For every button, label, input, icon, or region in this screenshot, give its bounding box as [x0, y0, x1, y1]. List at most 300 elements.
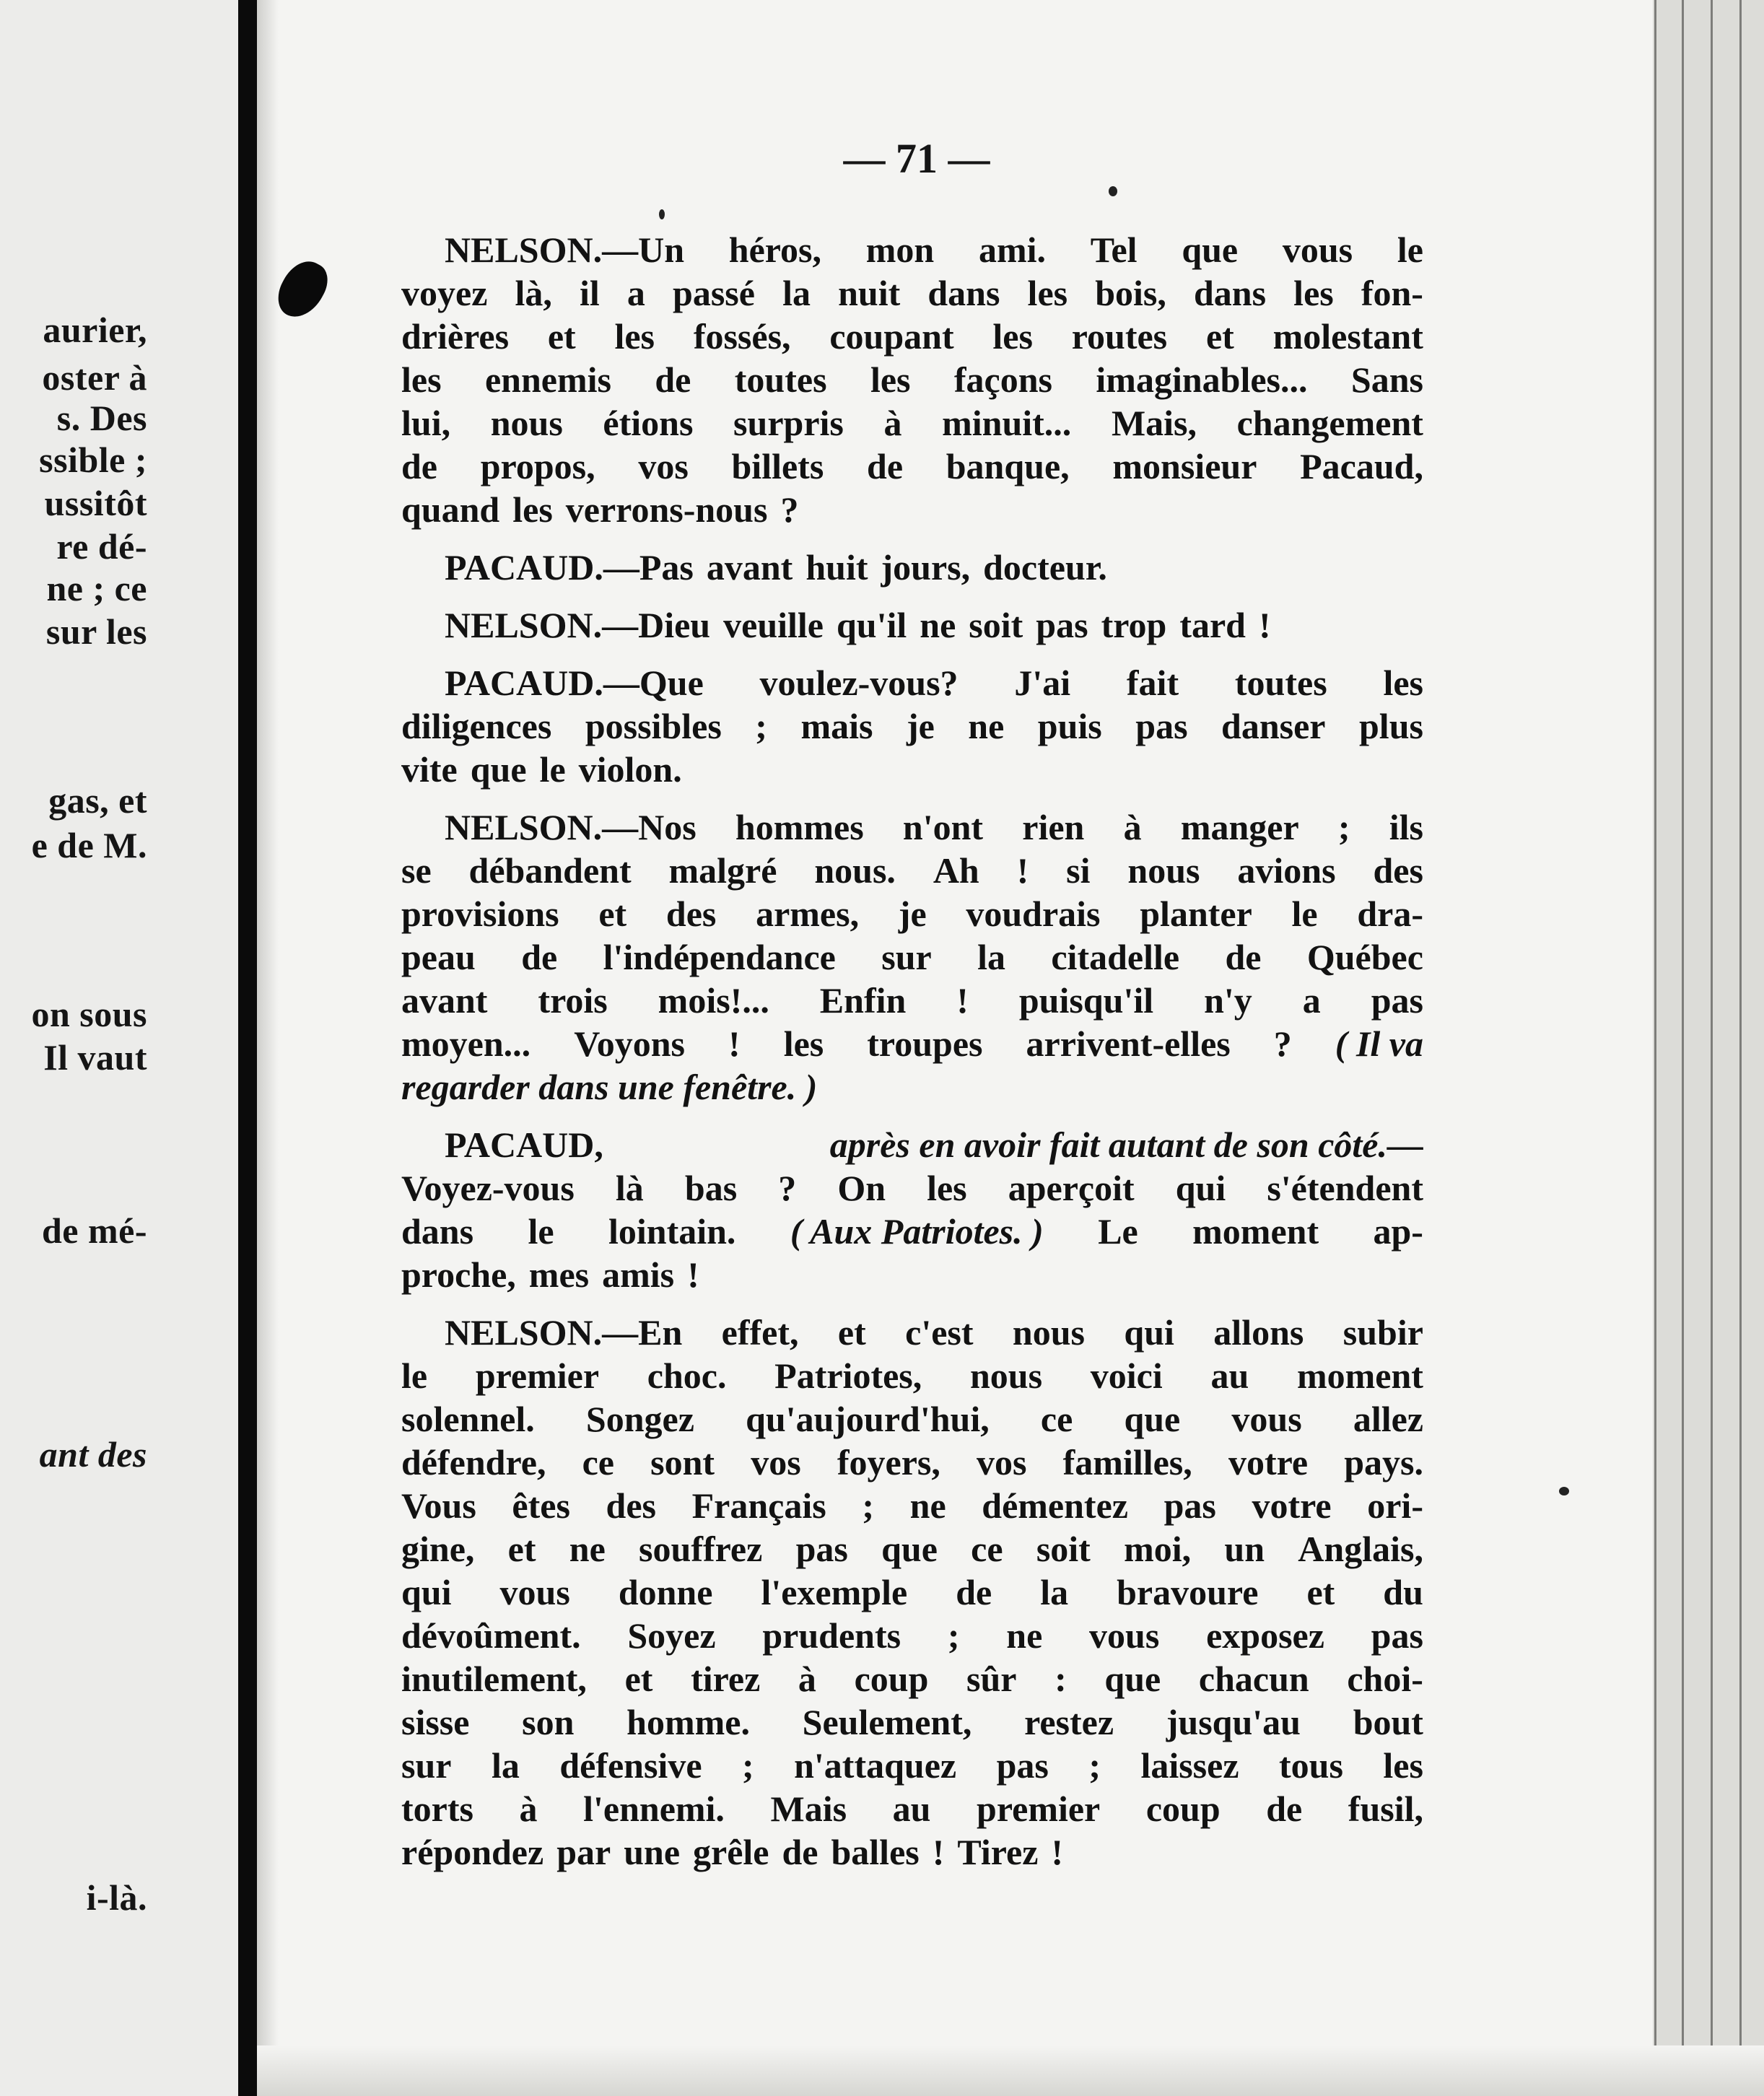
dialogue-paragraph: [401, 228, 1423, 531]
word: malgré: [668, 850, 777, 891]
page-edge-line: [1654, 0, 1656, 2096]
word: pas: [1163, 1485, 1216, 1526]
word: par: [556, 1832, 611, 1872]
word: les: [1383, 1745, 1423, 1786]
word: sur: [881, 937, 932, 977]
word: les: [1027, 273, 1068, 313]
word: PACAUD.—Pas: [445, 547, 694, 588]
word: diligences: [401, 706, 552, 746]
word: ?: [778, 1168, 797, 1208]
dialogue-paragraph: [401, 1123, 1423, 1296]
word: fossés,: [693, 316, 791, 357]
word: regarder dans une fenêtre. ): [401, 1067, 818, 1107]
word: êtes: [512, 1485, 570, 1526]
word: premier: [977, 1789, 1101, 1829]
word: chacun: [1198, 1659, 1309, 1699]
word: possibles: [585, 706, 722, 746]
word: démentez: [982, 1485, 1128, 1526]
text-line: [401, 892, 1423, 935]
word: violon.: [578, 749, 682, 790]
gutter-shadow: [257, 0, 279, 2096]
word: vous: [1282, 230, 1353, 270]
text-line: [401, 488, 1423, 531]
word: ( Aux Patriotes. ): [790, 1211, 1044, 1252]
word: sûr: [966, 1659, 1017, 1699]
word: à: [519, 1789, 538, 1829]
word: toutes: [1234, 663, 1327, 703]
word: amis: [602, 1254, 675, 1295]
word: huit: [805, 547, 868, 588]
word: répondez: [401, 1832, 544, 1872]
word: avions: [1237, 850, 1336, 891]
word: Tirez: [957, 1832, 1039, 1872]
word: !: [1051, 1832, 1064, 1872]
word: trop: [1101, 605, 1167, 645]
word: minuit...: [942, 403, 1072, 443]
word: bois,: [1095, 273, 1166, 313]
word: Mais: [770, 1789, 847, 1829]
text-line: [401, 445, 1423, 488]
word: ami.: [978, 230, 1046, 270]
word: le: [539, 749, 566, 790]
word: qui: [401, 1572, 452, 1612]
word: bas: [684, 1168, 738, 1208]
word: et: [1205, 316, 1234, 357]
word: proche,: [401, 1254, 516, 1295]
word: lointain.: [608, 1211, 736, 1252]
text-line: [401, 748, 1423, 791]
word: On: [837, 1168, 886, 1208]
word: a: [626, 273, 645, 313]
word: le: [1291, 894, 1318, 934]
previous-page-line: aurier,: [43, 310, 147, 350]
word: Anglais,: [1298, 1529, 1423, 1569]
word: gine,: [401, 1529, 475, 1569]
word: routes: [1071, 316, 1168, 357]
word: Seulement,: [802, 1702, 972, 1742]
word: balles: [831, 1832, 920, 1872]
word: vos: [638, 446, 689, 486]
word: fon-: [1361, 273, 1423, 313]
text-line: [401, 805, 1423, 849]
word: puis: [1037, 706, 1102, 746]
word: jusqu'au: [1166, 1702, 1301, 1742]
word: homme.: [626, 1702, 750, 1742]
word: familles,: [1062, 1442, 1192, 1483]
text-line: [401, 849, 1423, 892]
word: Songez: [585, 1399, 694, 1439]
word: Le: [1098, 1211, 1138, 1252]
word: ne: [920, 605, 956, 645]
word: les: [783, 1023, 824, 1064]
word: les: [927, 1168, 967, 1208]
word: J'ai: [1014, 663, 1071, 703]
word: nous: [490, 403, 563, 443]
word: de: [782, 1832, 818, 1872]
word: toutes: [734, 359, 827, 400]
word: drières: [401, 316, 510, 357]
word: votre: [1228, 1442, 1309, 1483]
word: restez: [1024, 1702, 1114, 1742]
word: et: [837, 1312, 866, 1353]
ink-speck: [659, 209, 665, 219]
word: NELSON.—En: [445, 1312, 683, 1353]
word: tous: [1279, 1745, 1343, 1786]
text-line: [401, 1253, 1423, 1296]
word: sont: [650, 1442, 715, 1483]
word: :: [1055, 1659, 1067, 1699]
word: pas: [996, 1745, 1049, 1786]
word: rien: [1022, 807, 1085, 847]
word: la: [782, 273, 811, 313]
word: surpris: [733, 403, 844, 443]
word: au: [1210, 1355, 1249, 1396]
page-bottom-shadow: [257, 2045, 1764, 2096]
previous-page-line: ussitôt: [44, 483, 147, 523]
word: soit: [1036, 1529, 1091, 1569]
word: n'ont: [902, 807, 984, 847]
word: pas: [1371, 1615, 1423, 1656]
word: donne: [618, 1572, 713, 1612]
word: ;: [1088, 1745, 1101, 1786]
ink-speck: [1559, 1487, 1569, 1495]
word: moyen...: [401, 1023, 531, 1064]
word: ap-: [1373, 1211, 1423, 1252]
word: allons: [1213, 1312, 1304, 1353]
word: passé: [673, 273, 755, 313]
word: ( Il va: [1335, 1023, 1423, 1064]
text-line: [401, 1166, 1423, 1210]
word: du: [1383, 1572, 1423, 1612]
text-line: [401, 603, 1423, 647]
word: une: [624, 1832, 681, 1872]
word: dévoûment.: [401, 1615, 581, 1656]
word: dans: [927, 273, 1000, 313]
word: et: [547, 316, 576, 357]
word: hommes: [735, 807, 864, 847]
word: ;: [862, 1485, 875, 1526]
word: il: [580, 273, 600, 313]
word: torts: [401, 1789, 473, 1829]
word: n'y: [1204, 980, 1252, 1021]
word: la: [1040, 1572, 1069, 1612]
book-gutter: [238, 0, 257, 2096]
word: subir: [1342, 1312, 1423, 1353]
word: pas: [1371, 980, 1423, 1021]
word: le: [1397, 230, 1423, 270]
word: ne: [1006, 1615, 1043, 1656]
word: nuit: [838, 273, 901, 313]
word: les: [1383, 663, 1423, 703]
page-edge-line: [1739, 0, 1742, 2096]
word: après en avoir fait autant de son côté.—: [829, 1125, 1423, 1165]
previous-page-line: re dé-: [56, 526, 147, 567]
word: molestant: [1272, 316, 1423, 357]
word: le: [401, 1355, 428, 1396]
word: étions: [603, 403, 694, 443]
word: pas: [1036, 605, 1088, 645]
text-line: [401, 401, 1423, 445]
word: grêle: [693, 1832, 769, 1872]
word: solennel.: [401, 1399, 535, 1439]
word: l'ennemi.: [583, 1789, 725, 1829]
word: que: [1124, 1399, 1181, 1439]
text-line: [401, 1484, 1423, 1527]
text-line: [401, 979, 1423, 1022]
text-line: [401, 1614, 1423, 1657]
word: peau: [401, 937, 476, 977]
word: les: [401, 359, 442, 400]
word: les: [614, 316, 655, 357]
ink-blot-mark: [270, 253, 335, 326]
text-line: [401, 1830, 1423, 1874]
word: des: [606, 1485, 657, 1526]
word: trois: [538, 980, 608, 1021]
word: quand: [401, 489, 500, 530]
word: débandent: [468, 850, 632, 891]
previous-page-line: on sous: [31, 994, 147, 1034]
word: !: [687, 1254, 699, 1295]
paragraph-gap: [401, 531, 1423, 546]
text-line: [401, 661, 1423, 704]
word: de: [521, 937, 558, 977]
word: et: [624, 1659, 653, 1699]
previous-page-line: e de M.: [31, 825, 147, 865]
word: c'est: [905, 1312, 974, 1353]
word: coup: [1145, 1789, 1221, 1829]
page-edge-stack: [1653, 0, 1764, 2096]
text-line: [401, 1700, 1423, 1744]
previous-page-line: ant des: [39, 1434, 147, 1475]
word: ne: [909, 1485, 946, 1526]
word: votre: [1252, 1485, 1332, 1526]
text-line: [401, 704, 1423, 748]
paragraph-gap: [401, 589, 1423, 603]
text-line: [401, 1657, 1423, 1700]
word: billets: [731, 446, 824, 486]
word: laissez: [1140, 1745, 1239, 1786]
word: vos: [977, 1442, 1027, 1483]
previous-page-line: ne ; ce: [46, 568, 147, 608]
text-line: [401, 228, 1423, 271]
word: fusil,: [1348, 1789, 1423, 1829]
word: ne: [968, 706, 1005, 746]
word: si: [1066, 850, 1091, 891]
word: de: [956, 1572, 992, 1612]
word: mes: [528, 1254, 590, 1295]
page-edge-line: [1711, 0, 1713, 2096]
word: banque,: [946, 446, 1070, 486]
previous-page-line: gas, et: [48, 780, 147, 821]
word: imaginables...: [1096, 359, 1308, 400]
word: sisse: [401, 1702, 470, 1742]
word: !: [1016, 850, 1029, 891]
word: que: [1104, 1659, 1161, 1699]
word: les: [992, 316, 1033, 357]
word: ;: [947, 1615, 960, 1656]
word: provisions: [401, 894, 559, 934]
word: ori-: [1367, 1485, 1423, 1526]
word: monsieur: [1112, 446, 1257, 486]
word: propos,: [480, 446, 595, 486]
word: qui: [1124, 1312, 1174, 1353]
text-line: [401, 1441, 1423, 1484]
word: fait: [1126, 663, 1179, 703]
previous-page-line: de mé-: [42, 1210, 147, 1251]
word: Français: [691, 1485, 826, 1526]
word: Voyons: [574, 1023, 685, 1064]
word: et: [1306, 1572, 1335, 1612]
word: puisqu'il: [1018, 980, 1154, 1021]
word: dra-: [1357, 894, 1423, 934]
word: ;: [741, 1745, 754, 1786]
word: moi,: [1124, 1529, 1192, 1569]
word: armes,: [756, 894, 860, 934]
word: vous: [499, 1572, 570, 1612]
word: planter: [1140, 894, 1252, 934]
word: choi-: [1347, 1659, 1423, 1699]
word: à: [1123, 807, 1142, 847]
text-line: [401, 315, 1423, 358]
word: Québec: [1306, 937, 1423, 977]
word: ennemis: [484, 359, 611, 400]
dialogue-paragraph: [401, 805, 1423, 1109]
word: arrivent-elles: [1026, 1023, 1231, 1064]
text-line: [401, 1210, 1423, 1253]
word: voulez-vous?: [759, 663, 959, 703]
word: inutilement,: [401, 1659, 587, 1699]
word: coupant: [829, 316, 954, 357]
word: ;: [755, 706, 767, 746]
page-edge-line: [1682, 0, 1684, 2096]
main-text-column: [401, 228, 1423, 1874]
word: Mais,: [1111, 403, 1197, 443]
word: qu'aujourd'hui,: [746, 1399, 990, 1439]
word: Vous: [401, 1485, 476, 1526]
word: PACAUD.—Que: [445, 663, 704, 703]
text-line: [401, 358, 1423, 401]
word: défensive: [559, 1745, 702, 1786]
word: choc.: [647, 1355, 727, 1396]
word: là,: [515, 273, 552, 313]
word: s'étendent: [1267, 1168, 1423, 1208]
word: tard: [1179, 605, 1246, 645]
text-line: [401, 1787, 1423, 1830]
word: tirez: [691, 1659, 761, 1699]
word: qui: [1175, 1168, 1226, 1208]
word: ce: [1040, 1399, 1073, 1439]
word: le: [528, 1211, 554, 1252]
dialogue-paragraph: [401, 546, 1423, 589]
text-line: [401, 1065, 1423, 1109]
word: et: [507, 1529, 536, 1569]
word: NELSON.—Un: [445, 230, 685, 270]
word: nous.: [814, 850, 896, 891]
word: Soyez: [627, 1615, 716, 1656]
word: NELSON.—Dieu: [445, 605, 711, 645]
previous-page-line: Il vaut: [43, 1037, 147, 1078]
word: souffrez: [639, 1529, 763, 1569]
word: mois!...: [658, 980, 769, 1021]
word: pas: [795, 1529, 848, 1569]
word: que: [470, 749, 527, 790]
word: je: [906, 706, 935, 746]
word: veuille: [723, 605, 824, 645]
word: foyers,: [837, 1442, 940, 1483]
paragraph-gap: [401, 647, 1423, 661]
paragraph-gap: [401, 1109, 1423, 1123]
word: soit: [969, 605, 1023, 645]
word: un: [1224, 1529, 1265, 1569]
word: les: [512, 489, 553, 530]
word: héros,: [728, 230, 822, 270]
word: effet,: [721, 1312, 799, 1353]
word: ?: [780, 489, 799, 530]
word: sur: [401, 1745, 452, 1786]
text-line: [401, 935, 1423, 979]
word: troupes: [867, 1023, 983, 1064]
word: moment: [1297, 1355, 1423, 1396]
text-line: [401, 1123, 1423, 1166]
word: que: [881, 1529, 938, 1569]
word: voici: [1090, 1355, 1163, 1396]
word: ils: [1389, 807, 1423, 847]
word: avant: [706, 547, 793, 588]
word: verrons-nous: [565, 489, 768, 530]
word: ce: [971, 1529, 1003, 1569]
word: de: [1225, 937, 1262, 977]
word: docteur.: [983, 547, 1107, 588]
word: manger: [1180, 807, 1299, 847]
word: !: [956, 980, 969, 1021]
word: des: [665, 894, 717, 934]
word: Tel: [1090, 230, 1138, 270]
word: Pacaud,: [1300, 446, 1423, 486]
word: mais: [800, 706, 873, 746]
word: danser: [1221, 706, 1326, 746]
word: dans: [401, 1211, 474, 1252]
word: nous: [969, 1355, 1043, 1396]
word: bravoure: [1117, 1572, 1259, 1612]
word: citadelle: [1051, 937, 1180, 977]
word: moment: [1192, 1211, 1319, 1252]
word: Sans: [1350, 359, 1423, 400]
word: se: [401, 850, 432, 891]
previous-page-line: ssible ;: [39, 440, 147, 480]
word: Patriotes,: [774, 1355, 922, 1396]
page-number: — 71 —: [843, 135, 990, 182]
word: nous: [1012, 1312, 1085, 1353]
word: l'exemple: [761, 1572, 908, 1612]
word: voyez: [401, 273, 488, 313]
word: ce: [582, 1442, 614, 1483]
word: prudents: [762, 1615, 901, 1656]
text-line: [401, 546, 1423, 589]
previous-page-line: s. Des: [56, 398, 147, 438]
text-line: [401, 1311, 1423, 1354]
word: l'indépendance: [603, 937, 836, 977]
previous-page-fragment: [0, 0, 238, 2096]
word: je: [898, 894, 927, 934]
paragraph-gap: [401, 791, 1423, 805]
word: là: [615, 1168, 644, 1208]
word: !: [932, 1832, 945, 1872]
previous-page-line: oster à: [42, 357, 147, 398]
previous-page-line: i-là.: [86, 1877, 147, 1918]
word: jours,: [881, 547, 971, 588]
previous-page-line: sur les: [45, 611, 147, 652]
word: ne: [569, 1529, 606, 1569]
